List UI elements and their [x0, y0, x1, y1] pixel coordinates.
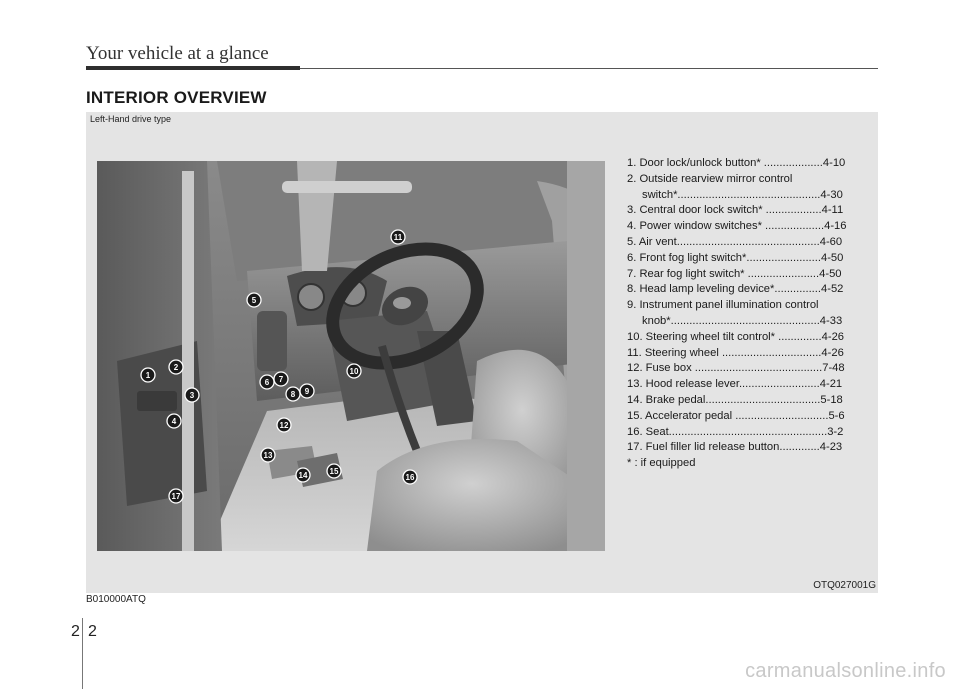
callout-1: [141, 368, 155, 382]
svg-text:14: 14: [298, 471, 308, 480]
legend-item: 4. Power window switches* ...................4-16: [627, 220, 847, 233]
legend-item: 8. Head lamp leveling device*...............4-52: [627, 283, 844, 296]
svg-text:17: 17: [171, 492, 181, 501]
legend-footnote: * : if equipped: [627, 457, 696, 470]
svg-text:8: 8: [290, 390, 296, 399]
legend-item: 3. Central door lock switch* ..................4-11: [627, 204, 844, 217]
svg-text:9: 9: [304, 387, 310, 396]
callout-10: [347, 364, 361, 378]
legend-item: 6. Front fog light switch*........................4-50: [627, 251, 844, 264]
svg-text:12: 12: [279, 421, 289, 430]
legend-item: 7. Rear fog light switch* .......................4-50: [627, 267, 842, 280]
legend-item: 5. Air vent..............................................4-60: [627, 235, 843, 248]
legend-item: 10. Steering wheel tilt control* ..............4-26: [627, 330, 845, 343]
svg-text:7: 7: [278, 375, 284, 384]
callout-15: [327, 464, 341, 478]
figure-code: OTQ027001G: [813, 580, 876, 591]
page-number: 2: [88, 623, 97, 640]
header-rule-thin: [300, 68, 878, 69]
header-rule-thick: [86, 66, 300, 70]
callout-6: [260, 375, 274, 389]
callout-13: [261, 448, 275, 462]
interior-drawing: [97, 161, 605, 551]
callout-9: [300, 384, 314, 398]
legend-item: 13. Hood release lever..........................4-21: [627, 378, 843, 391]
legend-item: 11. Steering wheel ................................4-26: [627, 346, 844, 359]
svg-text:13: 13: [263, 451, 273, 460]
chapter-number: 2: [71, 623, 80, 640]
drive-type-label: Left-Hand drive type: [90, 114, 172, 124]
callout-17: [169, 489, 183, 503]
svg-text:16: 16: [405, 473, 415, 482]
legend-item: 2. Outside rearview mirror control switch*..............................................4-30: [627, 172, 843, 201]
legend-item: 14. Brake pedal.....................................5-18: [627, 393, 843, 406]
callout-16: [403, 470, 417, 484]
callout-5: [247, 293, 261, 307]
svg-text:5: 5: [251, 296, 257, 305]
callout-11: [391, 230, 405, 244]
running-header-title: Your vehicle at a glance: [86, 43, 269, 64]
svg-text:10: 10: [349, 367, 359, 376]
component-legend: [627, 156, 865, 472]
legend-item: 12. Fuse box .........................................7-48: [627, 362, 845, 375]
svg-text:2: 2: [173, 363, 179, 372]
callout-2: [169, 360, 183, 374]
callout-8: [286, 387, 300, 401]
svg-text:15: 15: [329, 467, 339, 476]
svg-text:3: 3: [189, 391, 195, 400]
interior-illustration: [97, 161, 605, 551]
page-number-divider: [82, 618, 83, 689]
section-title: INTERIOR OVERVIEW: [86, 88, 267, 107]
callout-7: [274, 372, 288, 386]
svg-text:1: 1: [145, 371, 151, 380]
callout-14: [296, 468, 310, 482]
svg-text:11: 11: [393, 233, 403, 242]
svg-text:6: 6: [264, 378, 270, 387]
legend-item: 1. Door lock/unlock button* ...................4-10: [627, 157, 846, 169]
svg-text:4: 4: [171, 417, 177, 426]
legend-item: 15. Accelerator pedal ..............................5-6: [627, 409, 845, 422]
callout-3: [185, 388, 199, 402]
watermark-text: carmanualsonline.info: [745, 660, 946, 682]
legend-item: 17. Fuel filler lid release button.............4-23: [627, 441, 843, 454]
reference-code: B010000ATQ: [86, 594, 146, 605]
callout-4: [167, 414, 181, 428]
legend-item: 16. Seat...................................................3-2: [627, 425, 844, 438]
legend-item: 9. Instrument panel illumination control knob*................................................4-33: [627, 299, 843, 327]
callout-12: [277, 418, 291, 432]
